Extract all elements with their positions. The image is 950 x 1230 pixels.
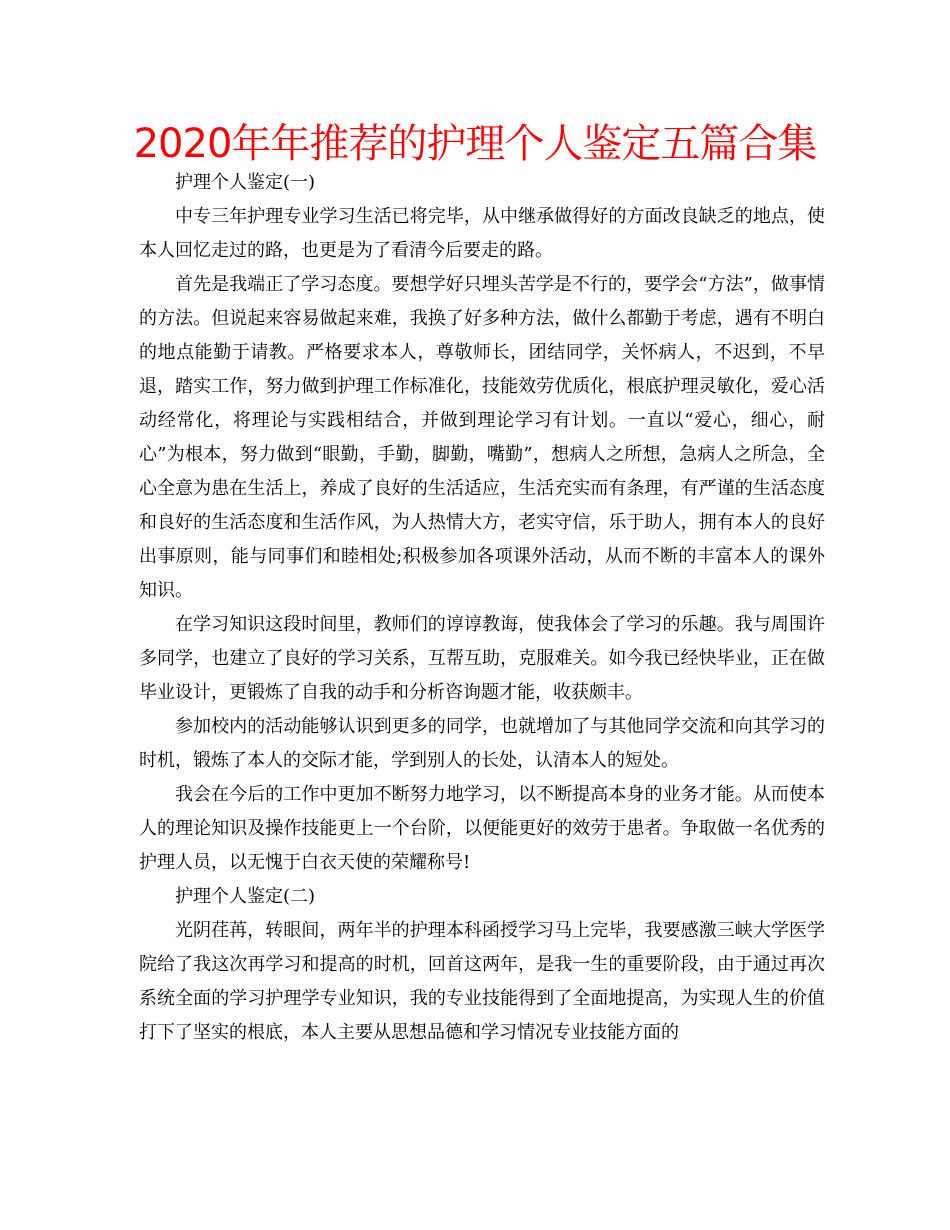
- section-heading-2: 护理个人鉴定(二): [175, 886, 316, 907]
- document-title: 2020年年推荐的护理个人鉴定五篇合集: [133, 121, 817, 167]
- paragraph: 参加校内的活动能够认识到更多的同学，也就增加了与其他同学交流和向其学习的时机，锻炼了本人的交际才能，学到别人的长处，认清本人的短处。: [139, 716, 825, 771]
- paragraph: 光阴荏苒，转眼间，两年半的护理本科函授学习马上完毕，我要感激三峡大学医学院给了我这次再学习和提高的时机，回首这两年，是我一生的重要阶段，由于通过再次系统全面的学习护理学专业知识，我的专业技能得到了全面地提高，为实现人生的价值打下了坚实的根底，本人主要从思想品德和学习情况专业技能方面的: [139, 920, 825, 1043]
- section-heading-1: 护理个人鉴定(一): [175, 172, 316, 193]
- paragraph: 中专三年护理专业学习生活已将完毕，从中继承做得好的方面改良缺乏的地点，使本人回忆走过的路，也更是为了看清今后要走的路。: [139, 206, 825, 261]
- paragraph: 在学习知识这段时间里，教师们的谆谆教诲，使我体会了学习的乐趣。我与周围许多同学，也建立了良好的学习关系，互帮互助，克服难关。如今我已经快毕业，正在做毕业设计，更锻炼了自我的动手和分析咨询题才能，收获颇丰。: [139, 614, 825, 703]
- document-body: [139, 166, 825, 1050]
- paragraph: 我会在今后的工作中更加不断努力地学习，以不断提高本身的业务才能。从而使本人的理论知识及操作技能更上一个台阶，以便能更好的效劳于患者。争取做一名优秀的护理人员，以无愧于白衣天使的荣耀称号!: [139, 784, 825, 873]
- paragraph: 首先是我端正了学习态度。要想学好只埋头苦学是不行的，要学会“方法”，做事情的方法。但说起来容易做起来难，我换了好多种方法，做什么都勤于考虑，遇有不明白的地点能勤于请教。严格要求本人，尊敬师长，团结同学，关怀病人，不迟到，不早退，踏实工作，努力做到护理工作标准化，技能效劳优质化，根底护理灵敏化，爱心活动经常化，将理论与实践相结合，并做到理论学习有计划。一直以“爱心，细心，耐心”为根本，努力做到“眼勤，手勤，脚勤，嘴勤”，想病人之所想，急病人之所急，全心全意为患在生活上，养成了良好的生活适应，生活充实而有条理，有严谨的生活态度和良好的生活态度和生活作风，为人热情大方，老实守信，乐于助人，拥有本人的良好出事原则，能与同事们和睦相处;积极参加各项课外活动，从而不断的丰富本人的课外知识。: [139, 274, 825, 601]
